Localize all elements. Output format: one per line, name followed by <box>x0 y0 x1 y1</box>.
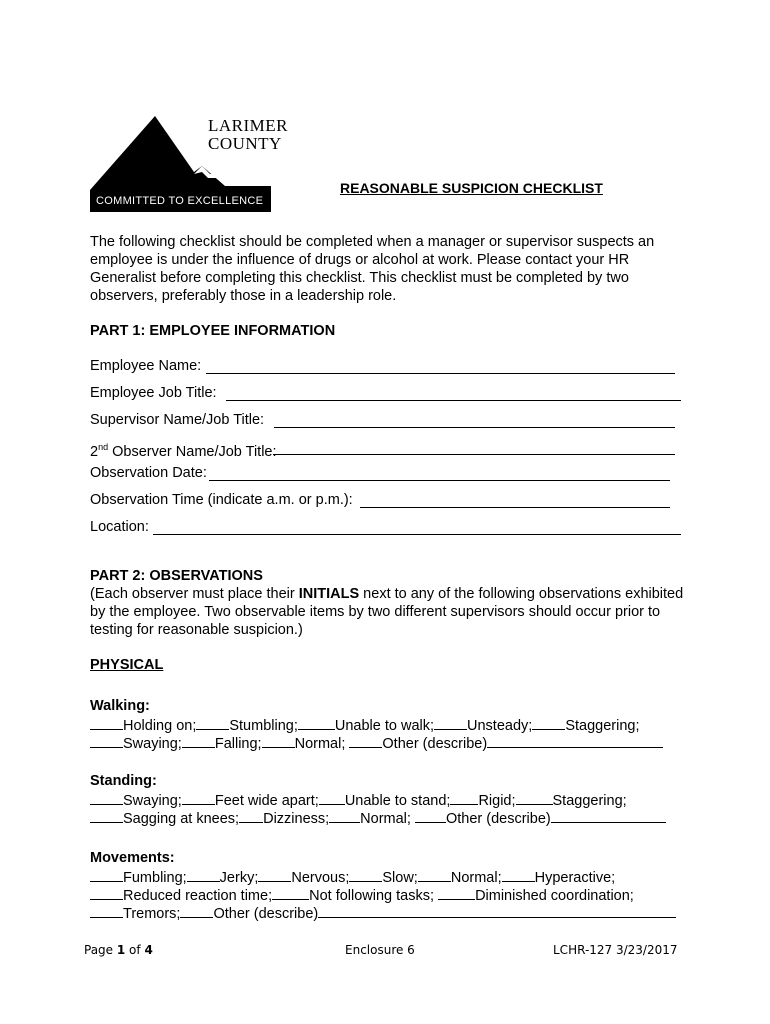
initials-emphasis: INITIALS <box>298 586 360 602</box>
describe-blank[interactable] <box>318 903 676 918</box>
option-label: Falling; <box>214 736 262 752</box>
second-observer-field[interactable] <box>90 438 675 460</box>
employee-job-title-label: Employee Job Title: <box>90 385 217 401</box>
employee-job-title-field[interactable] <box>90 384 681 402</box>
initials-blank[interactable] <box>182 733 215 748</box>
option-label: Unable to stand; <box>344 793 451 809</box>
option-label: Other (describe) <box>382 736 488 752</box>
option-label: Sagging at knees; <box>123 811 240 827</box>
option-label: Normal; <box>360 811 415 827</box>
observation-date-field[interactable] <box>90 464 670 482</box>
option-label: Normal; <box>450 870 502 886</box>
movements-row-3 <box>90 903 676 923</box>
standing-row-1 <box>90 790 627 810</box>
initials-blank[interactable] <box>90 885 123 900</box>
initials-blank[interactable] <box>532 715 565 730</box>
logo-text-larimer: LARIMER <box>208 116 288 135</box>
supervisor-field[interactable] <box>90 411 675 429</box>
standing-heading: Standing: <box>90 773 157 789</box>
option-label: Staggering; <box>565 718 640 734</box>
option-label: Jerky; <box>219 870 259 886</box>
describe-blank[interactable] <box>551 808 666 823</box>
initials-blank[interactable] <box>502 867 535 882</box>
initials-blank[interactable] <box>438 885 475 900</box>
initials-blank[interactable] <box>90 867 123 882</box>
part2-heading: PART 2: OBSERVATIONS <box>90 568 263 584</box>
initials-blank[interactable] <box>450 790 478 805</box>
initials-blank[interactable] <box>329 808 360 823</box>
second-observer-label: 2nd Observer Name/Job Title: <box>90 442 277 460</box>
option-label: Other (describe) <box>213 906 319 922</box>
location-label: Location: <box>90 519 149 535</box>
initials-blank[interactable] <box>418 867 451 882</box>
walking-heading: Walking: <box>90 698 150 714</box>
option-label: Reduced reaction time; <box>123 888 273 904</box>
option-label: Nervous; <box>291 870 350 886</box>
logo-tagline: COMMITTED TO EXCELLENCE <box>96 195 264 207</box>
observation-time-label: Observation Time (indicate a.m. or p.m.): <box>90 492 353 508</box>
initials-blank[interactable] <box>298 715 335 730</box>
option-label: Fumbling; <box>123 870 187 886</box>
initials-blank[interactable] <box>415 808 446 823</box>
initials-blank[interactable] <box>272 885 309 900</box>
supervisor-label: Supervisor Name/Job Title: <box>90 412 265 428</box>
part1-heading: PART 1: EMPLOYEE INFORMATION <box>90 323 336 339</box>
initials-blank[interactable] <box>262 733 295 748</box>
option-label: Unable to walk; <box>334 718 435 734</box>
observation-time-field[interactable] <box>90 491 670 509</box>
initials-blank[interactable] <box>90 808 123 823</box>
option-label: Tremors; <box>123 906 181 922</box>
part2-note: (Each observer must place their INITIALS next to any of the following observations exhibited by the employee. Two observable items by two different supervisors should occur prior to testing for reasonable suspicion.) <box>90 586 684 638</box>
standing-row-2 <box>90 808 666 828</box>
option-label: Stumbling; <box>229 718 298 734</box>
initials-blank[interactable] <box>90 715 123 730</box>
option-label: Feet wide apart; <box>214 793 319 809</box>
movements-row-2 <box>90 885 634 905</box>
option-label: Slow; <box>382 870 418 886</box>
option-label: Dizziness; <box>263 811 330 827</box>
initials-blank[interactable] <box>349 867 382 882</box>
initials-blank[interactable] <box>516 790 553 805</box>
walking-row-2 <box>90 733 663 753</box>
location-field[interactable] <box>90 518 681 536</box>
document-title: REASONABLE SUSPICION CHECKLIST <box>340 180 603 196</box>
option-label: Other (describe) <box>445 811 551 827</box>
movements-row-1 <box>90 867 615 887</box>
page-number: Page 1 of 4 <box>84 943 153 957</box>
initials-blank[interactable] <box>180 903 213 918</box>
initials-blank[interactable] <box>196 715 229 730</box>
option-label: Hyperactive; <box>534 870 616 886</box>
option-label: Diminished coordination; <box>475 888 634 904</box>
option-label: Normal; <box>294 736 350 752</box>
describe-blank[interactable] <box>487 733 663 748</box>
enclosure-label: Enclosure 6 <box>345 943 415 957</box>
walking-row-1 <box>90 715 639 735</box>
physical-heading: PHYSICAL <box>90 657 164 673</box>
option-label: Swaying; <box>123 736 182 752</box>
option-label: Staggering; <box>552 793 627 809</box>
option-label: Unsteady; <box>467 718 533 734</box>
initials-blank[interactable] <box>182 790 215 805</box>
movements-heading: Movements: <box>90 850 175 866</box>
initials-blank[interactable] <box>434 715 467 730</box>
initials-blank[interactable] <box>349 733 382 748</box>
initials-blank[interactable] <box>90 903 123 918</box>
initials-blank[interactable] <box>239 808 263 823</box>
initials-blank[interactable] <box>258 867 291 882</box>
option-label: Rigid; <box>478 793 516 809</box>
initials-blank[interactable] <box>90 790 123 805</box>
employee-name-label: Employee Name: <box>90 358 202 374</box>
initials-blank[interactable] <box>319 790 345 805</box>
initials-blank[interactable] <box>90 733 123 748</box>
option-label: Not following tasks; <box>309 888 439 904</box>
logo-text-county: COUNTY <box>208 134 282 153</box>
intro-paragraph: The following checklist should be completed when a manager or supervisor suspects an employee is under the influence of drugs or alcohol at work. Please contact your HR Generalist before completing this checklist. This checklist must be completed by two observers, preferably those in a leadership role. <box>90 234 655 304</box>
observation-date-label: Observation Date: <box>90 465 207 481</box>
form-id: LCHR-127 3/23/2017 <box>553 943 678 957</box>
county-logo <box>90 112 288 212</box>
initials-blank[interactable] <box>187 867 220 882</box>
option-label: Holding on; <box>123 718 197 734</box>
employee-name-field[interactable] <box>90 357 675 375</box>
option-label: Swaying; <box>123 793 182 809</box>
